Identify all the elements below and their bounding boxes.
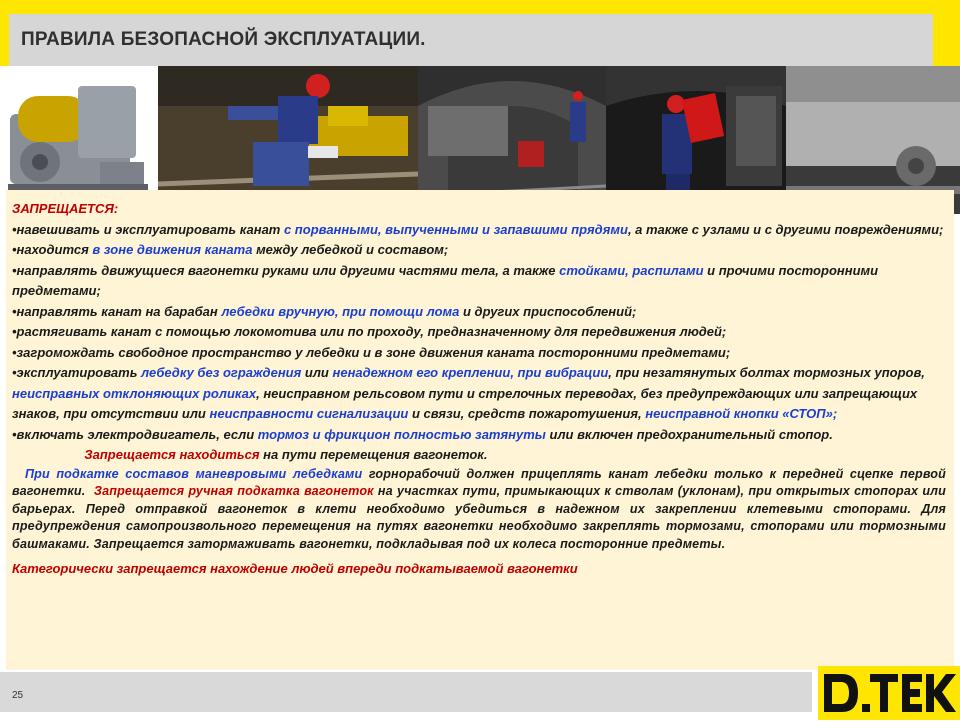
- page-title: ПРАВИЛА БЕЗОПАСНОЙ ЭКСПЛУАТАЦИИ.: [21, 29, 426, 50]
- item-highlight: с порванными, выпученными и запавшими прядями: [283, 221, 628, 237]
- item-text: •направлять канат на барабан: [12, 303, 222, 319]
- list-item: [12, 322, 946, 343]
- item-highlight: в зоне движения каната: [92, 242, 253, 257]
- item-text: •находится: [12, 242, 93, 257]
- item-highlight: лебедки вручную, при помощи лома: [221, 303, 460, 319]
- section-heading: ЗАПРЕЩАЕТСЯ:: [12, 201, 119, 216]
- item-text: между лебедкой и составом;: [252, 242, 449, 257]
- item-highlight: тормоз и фрикцион полностью затянуты: [257, 426, 546, 442]
- title-panel: [9, 14, 933, 66]
- item-text: •растягивать канат с помощью локомотива или по проходу, предназначенному для передвижения людей;: [12, 324, 727, 339]
- bottom-bar: [0, 672, 812, 712]
- item-text: , а также с узлами и с другими повреждениями;: [627, 221, 944, 237]
- rules-paragraph: [12, 466, 950, 554]
- final-warning: Категорически запрещается нахождение людей впереди подкатываемой вагонетки: [12, 561, 578, 576]
- para-text: на участках пути, примыкающих к стволам (уклонам), при открытых стопорах или барьерах. Перед отправкой вагонеток в клети необходимо убедиться в надежном их закреплении клетевыми стопорами. Для предупреждения самопроизвольного перемещения на путях вагонетки необходимо закреплять тормозами, стопорами или тормозными башмаками. Запрещается затормаживать вагонетки, подкладывая под их колеса посторонние предметы.: [12, 484, 946, 551]
- item-text: •навешивать и эксплуатировать канат: [12, 221, 284, 237]
- item-text: и связи, средств пожаротушения,: [408, 406, 646, 421]
- list-item: [12, 425, 946, 466]
- item-warning: Запрещается находиться: [84, 447, 260, 462]
- item-highlight: неисправности сигнализации: [209, 406, 409, 421]
- item-text: , неисправном рельсовом пути и стрелочных переводах, без предупреждающих или запрещающих знаков, при отсутствии или: [12, 385, 918, 421]
- item-text: и других приспособлений;: [459, 303, 637, 319]
- item-highlight: лебедку без ограждения: [141, 365, 302, 380]
- item-text: на пути перемещения вагонеток.: [259, 447, 488, 462]
- item-highlight: неисправной кнопки «СТОП»;: [645, 406, 838, 421]
- content-body: [12, 199, 950, 580]
- item-highlight: неисправных отклоняющих роликах: [12, 385, 257, 401]
- item-highlight: ненадежном его креплении, при вибрации: [332, 365, 609, 380]
- list-item: [12, 343, 946, 364]
- item-text: или включен предохранительный стопор.: [545, 426, 833, 442]
- item-text: •загромождать свободное пространство у лебедки и в зоне движения каната посторонними предметами;: [12, 344, 731, 360]
- list-item: [12, 261, 946, 302]
- item-spacer: [12, 447, 84, 462]
- page-number: 25: [12, 690, 24, 701]
- item-text: или: [301, 365, 333, 380]
- item-text: •включать электродвигатель, если: [12, 426, 258, 442]
- para-text: горнорабочий должен прицеплять канат лебедки только к передней сцепке первой вагонетки.: [12, 466, 950, 498]
- item-highlight: стойками, распилами: [559, 262, 704, 278]
- item-text: •направлять движущиеся вагонетки руками или другими частями тела, а также: [12, 262, 560, 278]
- list-item: [12, 363, 946, 425]
- item-text: , при незатянутых болтах тормозных упоров,: [608, 365, 925, 380]
- para-warning: Запрещается ручная подкатка вагонеток: [93, 484, 374, 498]
- para-highlight: При подкатке составов маневровыми лебедками: [12, 466, 363, 481]
- list-item: [12, 240, 946, 261]
- item-text: •эксплуатировать: [12, 365, 142, 380]
- item-text: и прочими посторонними предметами;: [12, 262, 879, 298]
- list-item: [12, 220, 946, 241]
- list-item: [12, 302, 946, 323]
- top-yellow-bar: [0, 0, 960, 10]
- dtek-logo-icon: [818, 666, 960, 720]
